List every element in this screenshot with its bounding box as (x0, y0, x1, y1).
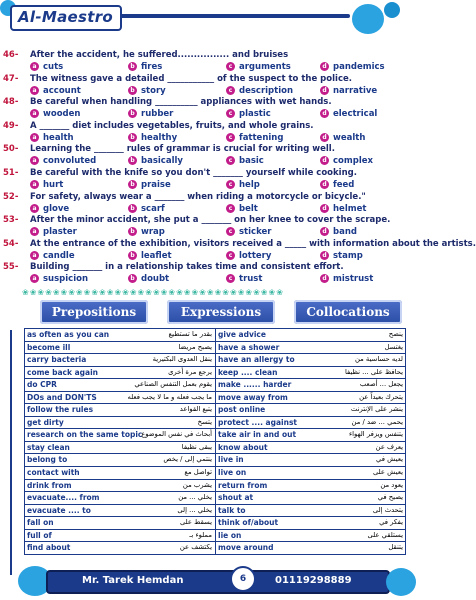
english-phrase: get dirty (27, 417, 64, 427)
option-label: pandemics (333, 62, 385, 72)
answer-option[interactable] (226, 62, 291, 72)
answer-option[interactable] (320, 62, 385, 72)
option-label: help (239, 180, 260, 190)
table-row (25, 392, 405, 405)
option-letter-icon: d (320, 156, 329, 165)
logo: Al-Maestro (18, 8, 113, 26)
option-letter-icon: d (320, 133, 329, 142)
option-letter-icon: b (128, 204, 137, 213)
option-label: feed (333, 180, 355, 190)
arabic-translation: يسقط على (180, 518, 212, 527)
question-item (0, 262, 425, 286)
english-phrase: stay clean (27, 442, 70, 452)
question-item (0, 121, 425, 145)
answer-option[interactable] (320, 251, 363, 261)
table-cell (25, 505, 216, 517)
english-phrase: find about (27, 543, 71, 553)
english-phrase: belong to (27, 455, 68, 465)
english-phrase: research on the same topic (27, 430, 143, 440)
option-letter-icon: a (30, 156, 39, 165)
table-row (25, 442, 405, 455)
arabic-translation: يخلي ... من (178, 493, 212, 502)
question-text: Be careful with the knife so you don't _______ yourself while cooking. (30, 168, 357, 178)
english-phrase: come back again (27, 367, 98, 377)
answer-option[interactable] (320, 274, 373, 284)
option-label: helmet (333, 203, 367, 214)
option-letter-icon: c (226, 156, 235, 165)
english-phrase: lie on (218, 530, 242, 540)
arabic-translation: يصيح في (377, 493, 403, 502)
table-cell (216, 417, 406, 429)
question-text: The witness gave a detailed ___________ of the suspect to the police. (30, 73, 352, 84)
option-label: wrap (141, 227, 165, 238)
english-phrase: post online (218, 405, 266, 415)
option-label: belt (239, 203, 258, 214)
table-cell (25, 467, 216, 479)
table-row (25, 530, 405, 543)
option-letter-icon: c (226, 109, 235, 118)
option-label: complex (333, 156, 373, 167)
option-letter-icon: c (226, 62, 235, 71)
table-row (25, 480, 405, 493)
table-cell (216, 354, 406, 366)
question-item (0, 50, 425, 74)
answer-option[interactable] (30, 156, 96, 166)
option-letter-icon: a (30, 251, 39, 260)
table-cell (25, 417, 216, 429)
table-cell (25, 542, 216, 554)
question-text: A _______ diet includes vegetables, fruits, and whole grains. (30, 120, 314, 131)
arabic-translation: مملوء بـ (189, 530, 212, 539)
question-text: Learning the _______ rules of grammar is crucial for writing well. (30, 144, 335, 155)
option-label: praise (141, 180, 171, 190)
answer-option[interactable] (128, 204, 165, 214)
answer-option[interactable] (30, 86, 81, 96)
english-phrase: talk to (218, 505, 246, 515)
option-label: arguments (239, 62, 291, 72)
table-row (25, 517, 405, 530)
table-cell (216, 454, 406, 466)
question-number: 50- (3, 144, 19, 155)
question-item (0, 215, 425, 239)
question-text: Building _______ in a relationship takes time and consistent effort. (30, 262, 344, 273)
option-letter-icon: a (30, 86, 39, 95)
english-phrase: as often as you can (27, 330, 110, 339)
arabic-translation: ينتمي إلى / يخص (163, 455, 212, 464)
english-phrase: have a shower (218, 342, 280, 352)
table-cell (216, 329, 406, 341)
topic-tabs (40, 298, 395, 328)
table-row (25, 492, 405, 505)
answer-option[interactable] (30, 204, 69, 214)
option-label: suspicion (43, 274, 89, 285)
question-item (0, 168, 425, 192)
option-letter-icon: d (320, 86, 329, 95)
table-cell (25, 442, 216, 454)
arabic-translation: يجعل ... أصعب (359, 380, 403, 389)
table-row (25, 342, 405, 355)
answer-option[interactable] (226, 227, 271, 237)
option-letter-icon: c (226, 204, 235, 213)
table-row (25, 429, 405, 442)
option-label: electrical (333, 109, 378, 120)
option-label: convoluted (43, 156, 97, 167)
option-label: lottery (239, 250, 272, 261)
option-letter-icon: a (30, 227, 39, 236)
answer-option[interactable] (128, 180, 171, 190)
option-label: glove (43, 203, 70, 214)
option-label: stamp (333, 250, 363, 261)
page-header (0, 0, 425, 40)
table-cell (216, 429, 406, 441)
answer-option[interactable] (128, 227, 165, 237)
table-cell (25, 392, 216, 404)
answer-option[interactable] (128, 251, 172, 261)
option-letter-icon: b (128, 62, 137, 71)
question-number: 47- (3, 73, 19, 84)
answer-option[interactable] (128, 274, 169, 284)
question-number: 54- (3, 238, 19, 249)
arabic-translation: ينشر على الإنترنت (350, 405, 403, 414)
arabic-translation: يخلي ... إلى (177, 505, 212, 514)
option-label: wealth (333, 132, 366, 143)
answer-option[interactable] (128, 109, 173, 119)
option-label: description (239, 85, 294, 96)
arabic-translation: يتنفس ويزفر الهواء (348, 430, 403, 439)
arabic-translation: يتسخ (197, 417, 212, 426)
option-letter-icon: b (128, 251, 137, 260)
english-phrase: become ill (27, 342, 71, 352)
left-margin-line (10, 330, 22, 575)
question-text: Be careful when handling __________ appliances with wet hands. (30, 97, 332, 108)
table-cell (216, 367, 406, 379)
answer-option[interactable] (226, 109, 271, 119)
option-letter-icon: a (30, 109, 39, 118)
option-letter-icon: b (128, 274, 137, 283)
page-number: 6 (230, 566, 256, 592)
option-label: basic (239, 156, 264, 167)
english-phrase: think of/about (218, 518, 279, 528)
english-phrase: do CPR (27, 380, 57, 390)
option-letter-icon: d (320, 251, 329, 260)
arabic-translation: يشرب من (182, 480, 212, 489)
answer-option[interactable] (320, 109, 377, 119)
option-letter-icon: d (320, 180, 329, 189)
arabic-translation: يتنقل (388, 543, 403, 552)
arabic-translation: يفكر في (379, 518, 403, 527)
table-row (25, 417, 405, 430)
english-phrase: know about (218, 442, 268, 452)
option-letter-icon: a (30, 180, 39, 189)
english-phrase: return from (218, 480, 268, 490)
table-cell (216, 530, 406, 542)
option-label: account (43, 85, 81, 96)
answer-option[interactable] (128, 62, 162, 72)
option-label: doubt (141, 274, 170, 285)
footer-bar (48, 572, 388, 592)
answer-option[interactable] (320, 180, 354, 190)
table-cell (25, 480, 216, 492)
option-label: plaster (43, 227, 77, 238)
option-letter-icon: b (128, 227, 137, 236)
table-cell (25, 342, 216, 354)
option-label: candle (43, 250, 75, 261)
option-letter-icon: c (226, 180, 235, 189)
option-label: trust (239, 274, 263, 285)
arabic-translation: يستلقي على (367, 530, 403, 539)
option-letter-icon: d (320, 227, 329, 236)
answer-option[interactable] (30, 274, 88, 284)
table-row (25, 379, 405, 392)
arabic-translation: يتحدث إلى (372, 505, 403, 514)
option-label: hurt (43, 180, 64, 190)
tab-collocations: Collocations (294, 300, 402, 324)
option-letter-icon: b (128, 180, 137, 189)
arabic-translation: يعرف عن (375, 442, 403, 451)
table-cell (25, 517, 216, 529)
question-text: At the entrance of the exhibition, visitors received a _____ with information about the artists. (30, 238, 476, 249)
question-item (0, 144, 425, 168)
arabic-translation: ينقل العدوى البكتيرية (152, 355, 212, 364)
answer-option[interactable] (226, 156, 264, 166)
english-phrase: protect .... against (218, 417, 297, 427)
table-cell (216, 379, 406, 391)
english-phrase: live on (218, 468, 247, 478)
option-letter-icon: d (320, 62, 329, 71)
decorative-splash-right-small (384, 2, 400, 18)
english-phrase: move away from (218, 392, 288, 402)
table-cell (25, 530, 216, 542)
option-letter-icon: c (226, 251, 235, 260)
decorative-splash-right (352, 4, 384, 34)
answer-option[interactable] (128, 133, 177, 143)
answer-option[interactable] (320, 204, 366, 214)
english-phrase: DOs and DON'TS (27, 392, 97, 402)
arabic-translation: يغتسل (384, 342, 403, 351)
option-label: healthy (141, 132, 178, 143)
table-cell (216, 505, 406, 517)
table-row (25, 354, 405, 367)
tab-prepositions: Prepositions (40, 300, 148, 324)
table-cell (216, 404, 406, 416)
english-phrase: shout at (218, 493, 254, 503)
arabic-translation: يعيش في (376, 455, 403, 464)
answer-option[interactable] (30, 62, 63, 72)
english-phrase: carry bacteria (27, 355, 87, 365)
option-letter-icon: c (226, 133, 235, 142)
english-phrase: follow the rules (27, 405, 94, 415)
english-phrase: make ...... harder (218, 380, 292, 390)
arabic-translation: ينصح (388, 330, 403, 338)
question-text: After the accident, he suffered................ and bruises (30, 50, 289, 60)
option-label: sticker (239, 227, 272, 238)
arabic-translation: يتبع القواعد (179, 405, 212, 414)
option-letter-icon: c (226, 274, 235, 283)
answer-option[interactable] (128, 86, 166, 96)
arabic-translation: تواصل مع (184, 468, 212, 477)
table-row (25, 505, 405, 518)
answer-option[interactable] (226, 251, 271, 261)
arabic-translation: يعيش على (372, 468, 403, 477)
table-row (25, 454, 405, 467)
question-item (0, 192, 425, 216)
english-phrase: fall on (27, 518, 54, 528)
english-phrase: have an allergy to (218, 355, 295, 365)
answer-option[interactable] (226, 86, 293, 96)
table-row (25, 329, 405, 342)
option-label: health (43, 132, 74, 143)
table-row (25, 404, 405, 417)
table-cell (25, 367, 216, 379)
option-letter-icon: a (30, 62, 39, 71)
answer-option[interactable] (320, 86, 377, 96)
question-number: 52- (3, 191, 19, 202)
answer-option[interactable] (226, 133, 283, 143)
english-phrase: take air in and out (218, 430, 297, 440)
answer-option[interactable] (30, 251, 75, 261)
tab-expressions: Expressions (167, 300, 275, 324)
answer-option[interactable] (226, 274, 262, 284)
option-label: plastic (239, 109, 271, 120)
table-cell (216, 480, 406, 492)
table-cell (216, 342, 406, 354)
arabic-translation: يحافظ على ... نظيفا (344, 367, 403, 376)
option-label: rubber (141, 109, 174, 120)
table-cell (216, 492, 406, 504)
table-cell (216, 517, 406, 529)
english-phrase: contact with (27, 468, 80, 478)
question-text: After the minor accident, she put a _______ on her knee to cover the scrape. (30, 215, 391, 226)
option-letter-icon: a (30, 204, 39, 213)
option-letter-icon: b (128, 156, 137, 165)
arabic-translation: أبحاث في نفس الموضوع (141, 430, 212, 439)
table-row (25, 367, 405, 380)
arabic-translation: يرجع مرة أخرى (168, 367, 212, 376)
arabic-translation: بقدر ما تستطيع (168, 330, 212, 338)
option-label: wooden (43, 109, 81, 120)
option-label: band (333, 227, 357, 238)
table-cell (25, 404, 216, 416)
option-letter-icon: a (30, 274, 39, 283)
option-label: scarf (141, 203, 165, 214)
option-label: story (141, 85, 166, 96)
phone-number: 01119298889 (275, 575, 352, 586)
question-number: 48- (3, 97, 19, 108)
answer-option[interactable] (226, 204, 258, 214)
question-item (0, 97, 425, 121)
footer-splash-right (386, 568, 416, 596)
answer-option[interactable] (30, 109, 80, 119)
arabic-translation: يحمي ... ضد / من (351, 417, 403, 426)
logo-box (10, 5, 122, 31)
answer-option[interactable] (30, 227, 77, 237)
question-number: 55- (3, 262, 19, 273)
table-cell (25, 329, 216, 341)
option-letter-icon: b (128, 133, 137, 142)
english-phrase: give advice (218, 330, 266, 339)
option-letter-icon: d (320, 204, 329, 213)
question-number: 49- (3, 120, 19, 131)
answer-option[interactable] (320, 133, 365, 143)
table-cell (216, 392, 406, 404)
answer-option[interactable] (320, 156, 373, 166)
option-label: basically (141, 156, 183, 167)
question-number: 46- (3, 50, 19, 60)
option-letter-icon: c (226, 86, 235, 95)
answer-option[interactable] (226, 180, 260, 190)
option-letter-icon: c (226, 227, 235, 236)
arabic-translation: يكتشف عن (179, 543, 212, 552)
english-phrase: drink from (27, 480, 72, 490)
question-number: 51- (3, 168, 19, 178)
table-cell (216, 542, 406, 554)
answer-option[interactable] (30, 133, 74, 143)
table-cell (25, 379, 216, 391)
footer-splash-left (18, 566, 52, 596)
option-label: narrative (333, 85, 378, 96)
option-letter-icon: b (128, 109, 137, 118)
english-phrase: full of (27, 530, 52, 540)
arabic-translation: يصبح مريضا (178, 342, 212, 351)
author-name: Mr. Tarek Hemdan (82, 575, 184, 586)
arabic-translation: يعود من (380, 480, 403, 489)
option-label: fattening (239, 132, 284, 143)
question-text: For safety, always wear a _______ when riding a motorcycle or bicycle." (30, 191, 366, 202)
option-label: leaflet (141, 250, 172, 261)
table-cell (25, 354, 216, 366)
english-phrase: evacuate.... from (27, 493, 100, 503)
option-letter-icon: b (128, 86, 137, 95)
option-letter-icon: d (320, 274, 329, 283)
question-item (0, 74, 425, 98)
english-phrase: evacuate .... to (27, 505, 91, 515)
english-phrase: keep .... clean (218, 367, 278, 377)
option-letter-icon: d (320, 109, 329, 118)
option-label: mistrust (333, 274, 374, 285)
table-cell (216, 467, 406, 479)
arabic-translation: يتحرك بعيداً عن (359, 392, 403, 401)
arabic-translation: ما يجب فعله و ما لا يجب فعله (127, 392, 212, 401)
option-letter-icon: a (30, 133, 39, 142)
table-row (25, 542, 405, 554)
option-label: fires (141, 62, 163, 72)
answer-option[interactable] (128, 156, 183, 166)
table-cell (25, 492, 216, 504)
table-cell (25, 454, 216, 466)
decorative-divider: ❀❀❀❀❀❀❀❀❀❀❀❀❀❀❀❀❀❀❀❀❀❀❀❀❀❀❀❀❀❀❀❀❀❀ (22, 288, 284, 297)
vocabulary-table (24, 328, 406, 555)
page-footer (0, 562, 425, 600)
arabic-translation: يبقى نظيفا (181, 442, 212, 451)
english-phrase: move around (218, 543, 274, 553)
english-phrase: live in (218, 455, 244, 465)
arabic-translation: يقوم بعمل التنفس الصناعي (134, 380, 212, 389)
header-rule (120, 14, 350, 18)
question-item (0, 238, 476, 263)
option-label: cuts (43, 62, 64, 72)
question-number: 53- (3, 215, 19, 226)
arabic-translation: لديه حساسية من (354, 355, 403, 364)
table-cell (25, 429, 216, 441)
answer-option[interactable] (320, 227, 357, 237)
answer-option[interactable] (30, 180, 63, 190)
table-cell (216, 442, 406, 454)
table-row (25, 467, 405, 480)
